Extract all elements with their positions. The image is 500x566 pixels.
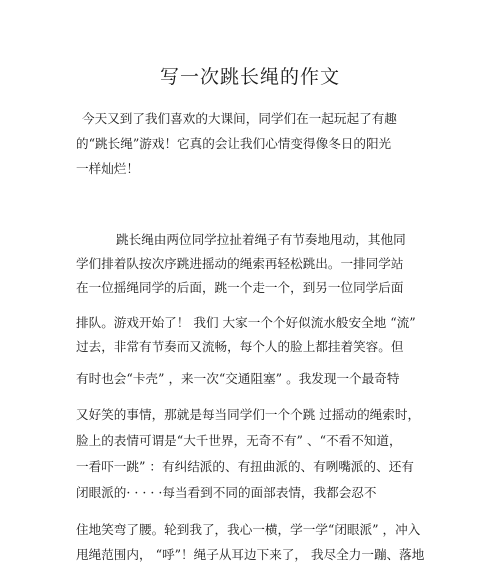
- paragraph-line: 的“跳长绳”游戏！它真的会让我们心情变得像冬日的阳光: [76, 136, 392, 151]
- paragraph-line: 在一位摇绳同学的后面，跳一个走一个，到另一位同学后面: [76, 280, 404, 295]
- paragraph-line: 又好笑的事情，那就是每当同学们一个个跳 过摇动的绳索时，: [76, 407, 421, 422]
- paragraph-line: 过去，非常有节奏而又流畅，每个人的脸上都挂着笑容。但: [76, 339, 404, 354]
- paragraph-line: 排队。游戏开始了！ 我们 大家一个个好似流水般安全地 “流”: [76, 315, 416, 330]
- paragraph-line: 今天又到了我们喜欢的大课间，同学们在一起玩起了有趣: [82, 111, 397, 126]
- paragraph-line: 学们排着队按次序跳进摇动的绳索再轻松跳出。一排同学站: [76, 256, 404, 271]
- paragraph-line: 跳长绳由两位同学拉扯着绳子有节奏地甩动，其他同: [116, 232, 406, 247]
- paragraph-line: 闭眼派的· · · · ·每当看到不同的面部表情，我都会忍不: [76, 485, 377, 500]
- paragraph-line: 住地笑弯了腰。轮到我了，我心一横，学一学“闭眼派” ，冲入: [76, 522, 421, 537]
- paragraph-line: 甩绳范围内， “呼”！绳子从耳边下来了， 我尽全力一蹦、落地: [76, 547, 425, 562]
- paragraph-line: 一样灿烂！: [76, 161, 139, 176]
- paragraph-line: 一看吓一跳” ：有纠结派的、有扭曲派的、有咧嘴派的、还有: [76, 459, 414, 474]
- document-title: 写一次跳长绳的作文: [159, 66, 340, 88]
- paragraph-line: 有时也会“卡壳” ，来一次“交通阻塞” 。我发现一个最奇特: [76, 371, 400, 386]
- paragraph-line: 脸上的表情可谓是“大千世界，无奇不有” 、“不看不知道，: [76, 433, 402, 448]
